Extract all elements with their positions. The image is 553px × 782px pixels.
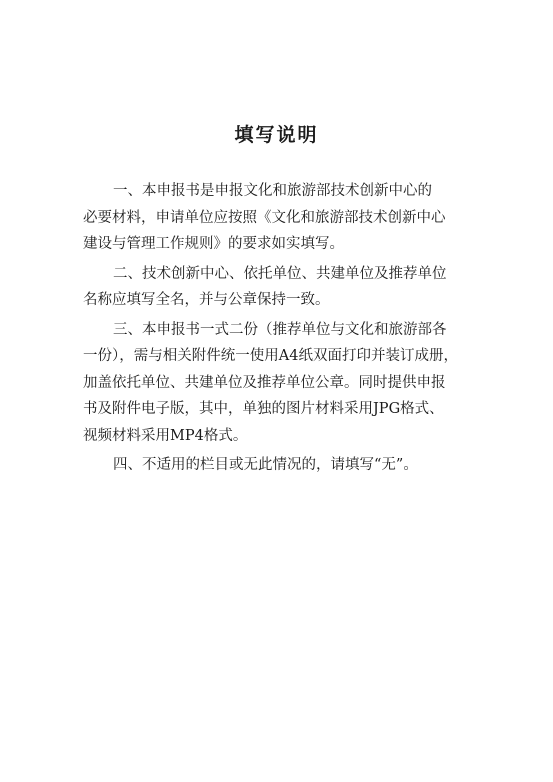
paragraph-line: 名称应填写全名，并与公章保持一致。 bbox=[83, 292, 330, 308]
paragraph-line: 四、不适用的栏目或无此情况的，请填写“无”。 bbox=[113, 457, 418, 473]
paragraph-line: 一份），需与相关附件统一使用A4纸双面打印并装订成册， bbox=[83, 348, 458, 364]
instruction-paragraph-4 bbox=[83, 452, 473, 479]
paragraph-line: 必要材料，申请单位应按照《文化和旅游部技术创新中心 bbox=[83, 209, 446, 226]
page-title: 填写说明 bbox=[234, 124, 319, 146]
paragraph-line: 书及附件电子版，其中，单独的图片材料采用JPG格式、 bbox=[83, 401, 444, 417]
paragraph-line: 建设与管理工作规则》的要求如实填写。 bbox=[83, 236, 344, 252]
paragraph-line: 三、本申报书一式二份（推荐单位与文化和旅游部各 bbox=[113, 321, 447, 338]
paragraph-line: 加盖依托单位、共建单位及推荐单位公章。同时提供申报 bbox=[83, 374, 446, 391]
instructions-body bbox=[83, 178, 473, 482]
instruction-paragraph-3 bbox=[83, 317, 473, 450]
instruction-paragraph-2 bbox=[83, 261, 473, 314]
instruction-paragraph-1 bbox=[83, 178, 473, 258]
paragraph-line: 二、技术创新中心、依托单位、共建单位及推荐单位 bbox=[113, 265, 447, 282]
paragraph-line: 视频材料采用MP4格式。 bbox=[83, 427, 248, 444]
paragraph-line: 一、本申报书是申报文化和旅游部技术创新中心的 bbox=[113, 183, 432, 199]
